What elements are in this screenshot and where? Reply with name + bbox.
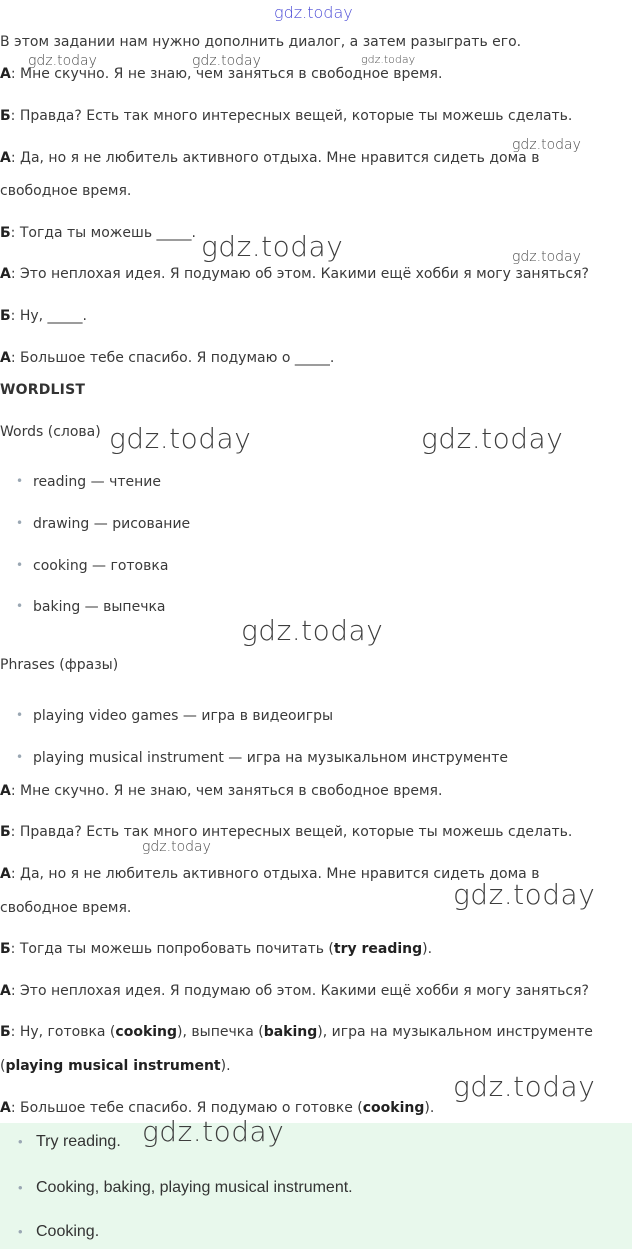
word-item: • baking — выпечка xyxy=(33,599,166,615)
word-item: • drawing — рисование xyxy=(33,516,190,532)
watermark: gdz.today xyxy=(512,249,581,265)
solution-line xyxy=(0,941,628,957)
speaker-label: А xyxy=(0,266,11,282)
phrase-item: • playing video games — игра в видеоигры xyxy=(33,708,333,724)
dialog-text: : Ну, _____. xyxy=(10,308,88,324)
dialog-text: : Да, но я не любитель активного отдыха. Мне нравится сидеть дома в xyxy=(10,150,540,166)
watermark: gdz.today xyxy=(512,137,581,153)
speaker-label: А xyxy=(0,150,11,166)
speaker-label: Б xyxy=(0,308,11,324)
wordlist-heading: WORDLIST xyxy=(0,382,86,398)
speaker-label: Б xyxy=(0,108,11,124)
speaker-label: Б xyxy=(0,941,11,957)
dialog-line xyxy=(0,266,628,282)
watermark: gdz.today xyxy=(361,53,416,66)
dialog-text: : Мне скучно. Я не знаю, чем заняться в свободное время. xyxy=(10,66,443,82)
watermark: gdz.today xyxy=(274,3,353,22)
dialog-line-continued: свободное время. xyxy=(0,183,132,199)
solution-line xyxy=(0,783,628,799)
solution-text: : Это неплохая идея. Я подумаю об этом. Какими ещё хобби я могу заняться? xyxy=(10,983,589,999)
english-phrase: try reading xyxy=(333,941,423,957)
solution-line xyxy=(0,1024,628,1040)
speaker-label: Б xyxy=(0,1024,11,1040)
answer-item: • Try reading. xyxy=(36,1133,121,1151)
dialog-text: : Большое тебе спасибо. Я подумаю о _____. xyxy=(10,350,335,366)
watermark: gdz.today xyxy=(142,839,211,855)
dialog-text: : Тогда ты можешь _____. xyxy=(10,225,196,241)
english-phrase: cooking xyxy=(362,1100,425,1116)
speaker-label: А xyxy=(0,783,11,799)
solution-text: : Да, но я не любитель активного отдыха. Мне нравится сидеть дома в xyxy=(10,866,540,882)
solution-text: : Тогда ты можешь попробовать почитать ( xyxy=(10,941,334,957)
watermark: gdz.today xyxy=(142,1115,285,1148)
english-phrase: cooking xyxy=(115,1024,178,1040)
english-phrase: playing musical instrument xyxy=(5,1058,221,1074)
solution-text: ), выпечка ( xyxy=(177,1024,264,1040)
speaker-label: Б xyxy=(0,225,11,241)
watermark: gdz.today xyxy=(109,422,252,455)
answer-item: • Cooking, baking, playing musical instrument. xyxy=(36,1179,353,1197)
watermark: gdz.today xyxy=(453,878,596,911)
answers-box xyxy=(0,1123,632,1249)
dialog-text: : Правда? Есть так много интересных вещей, которые ты можешь сделать. xyxy=(10,108,573,124)
word-item: • reading — чтение xyxy=(33,474,161,490)
watermark: gdz.today xyxy=(241,614,384,647)
words-heading: Words (слова) xyxy=(0,424,101,440)
english-phrase: baking xyxy=(263,1024,318,1040)
speaker-label: А xyxy=(0,66,11,82)
solution-text: ). xyxy=(424,1100,435,1116)
answer-item: • Cooking. xyxy=(36,1223,99,1241)
dialog-text: : Это неплохая идея. Я подумаю об этом. Какими ещё хобби я могу заняться? xyxy=(10,266,589,282)
watermark: gdz.today xyxy=(192,53,261,69)
dialog-line xyxy=(0,350,628,366)
watermark: gdz.today xyxy=(421,422,564,455)
solution-text: ). xyxy=(220,1058,231,1074)
solution-line xyxy=(0,983,628,999)
solution-line-continued: свободное время. xyxy=(0,900,132,916)
speaker-label: Б xyxy=(0,824,11,840)
solution-text: : Мне скучно. Я не знаю, чем заняться в свободное время. xyxy=(10,783,443,799)
phrases-heading: Phrases (фразы) xyxy=(0,657,119,673)
speaker-label: А xyxy=(0,1100,11,1116)
watermark: gdz.today xyxy=(28,53,97,69)
solution-text: : Правда? Есть так много интересных вещей, которые ты можешь сделать. xyxy=(10,824,573,840)
solution-text: ( xyxy=(0,1058,6,1074)
watermark: gdz.today xyxy=(453,1070,596,1103)
solution-line xyxy=(0,824,628,840)
phrase-item: • playing musical instrument — игра на музыкальном инструменте xyxy=(33,750,508,766)
solution-text: ), игра на музыкальном инструменте xyxy=(317,1024,593,1040)
word-item: • cooking — готовка xyxy=(33,558,168,574)
intro-text: В этом задании нам нужно дополнить диалог, а затем разыграть его. xyxy=(0,34,522,50)
speaker-label: А xyxy=(0,983,11,999)
watermark: gdz.today xyxy=(201,230,344,263)
dialog-line xyxy=(0,108,628,124)
solution-text: ). xyxy=(422,941,433,957)
speaker-label: А xyxy=(0,866,11,882)
speaker-label: А xyxy=(0,350,11,366)
solution-text: : Ну, готовка ( xyxy=(10,1024,116,1040)
solution-text: : Большое тебе спасибо. Я подумаю о готовке ( xyxy=(10,1100,363,1116)
dialog-line xyxy=(0,308,628,324)
